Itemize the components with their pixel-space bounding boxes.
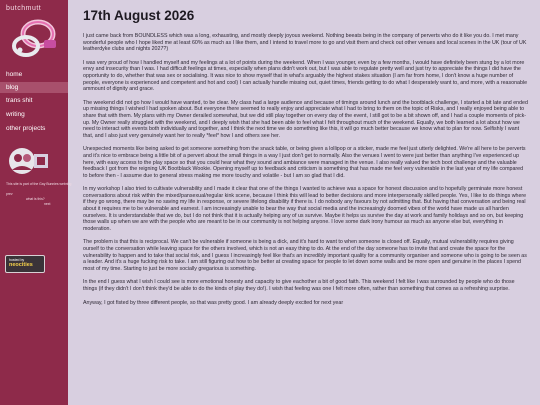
neocities-badge[interactable] (5, 255, 45, 273)
webring-about-link[interactable]: what is this? (26, 197, 45, 201)
post-title: 17th August 2026 (83, 8, 195, 23)
handcuffs-logo-icon (8, 14, 60, 60)
post-paragraph: In my workshop I also tried to cultivate vulnerability and I made it clear that one of the things I wanted to achieve was a space for honest discussion and to hopefully germinate more honest conversations about risk within the mixed/pansexual/regular kink scene, because I think this will lead to better decisions and more interpersonally skilled people. Yes, I like to do things where if they go wrong, there may be no saving my life in response, or severe lifelong disability if there is. I do nobody any favours by not admitting that. But having that conversation and being real about it requires me to be vulnerable and earnest. I am increasingly unable to bear the way that social media and the increasingly doomed vibes of the world have made us all harden ourselves. It is understandable that we do, but I do not think that it is actually helping any of us survive. Maybe it helps us survive the day at work and family holidays and so on, but keeping those walls up when we are with the people who are meant to be in our community is not helping anyone. I love some dark irony humour as much as anyone else but, everything in moderation. (83, 186, 527, 232)
post-paragraph: I was very proud of how I handled myself and my feelings at a lot of points during the weekend. When I was younger, even by a few months, I would have definitely been stung by a lot more envy and insecurity than I was. I had difficult feelings at times, especially when plans didn't work out, but I was able to regulate pretty well and just try to appreciate the things I did have the opportunity to do, whether that was sex or socialising. It was nice to show myself that in what's arguably the highest stakes situation (I am far from home, I don't know a huge number of people, everyone is experienced and competent and hot and cool) I can actually handle missing out, quiet times, friends getting to do what I desperately want to, and more, with a reasonable ammount of dignity and grace. (83, 59, 528, 93)
webring-prev-link[interactable]: prev (6, 192, 13, 196)
post-paragraph: I just came back from BOUNDLESS which was a long, exhausting, and mostly deeply joyous weekend. Nothing beeats being in the company of perverts who do it like you do. I met many wonderful people who I hope liked me at least 60% as much as I like them, and I intend to travel more to go and visit them and check out other venues and local scenes in the UK (tour of UK leatherdyke clubs and nights 2027?) (83, 33, 527, 53)
nav-item-writing[interactable]: writing (6, 111, 25, 118)
post-paragraph: The weekend did not go how I would have wanted, to be clear. My class had a large audience and because of timings around lunch and the bootblack challenge, I started a bit late and ended up missing things I wished I had spoken about. But everyone there seemed to really enjoy and appreciate what I had to bring to them on the topic of Risks, and I really enjoyed being able to share that with them. My plans with my Owner derailed somewhat, but we did still play together on every day of the event, I still got to be a bit shown off, and I had a couple moments of pick-up. My Owner really struggled with the weekend, and I deeply wish that she had been able to feel what I felt throughout much of the weekend. Equally, we both learned a lot about how we need to interact with events both individually and together, and I think the next time we do something like this, it will go much better because we know what to plan for now. Selfishly I want that, and I also just very genuinely want her to really *feel* how I and others see her. (83, 99, 528, 139)
badge-brand-text: neocities (9, 262, 33, 268)
nav-item-trans-shit[interactable]: trans shit (6, 97, 33, 104)
nav-item-blog[interactable]: blog (0, 82, 68, 93)
post-paragraph: Unexpected moments like being asked to get someone something from the snack table, or being given a lollipop or a sticker, made me feel just utterly delighted. We're all here to be perverts and it's nice to embrace being a little bit of a pervert about the small things in a way I just don't get to normally. Also the venues I went to were just better than anything I've experienced up here, with easy access to the play space so that you could hear what they sound and ambiance were managed in the venue. I also really valued the tech boot challenge and the valuable feedback I got from the reigning UK Bootblack Wookie. Opening myself up to feedback and criticism is something that has made me feel very vulnerable in the last year of my life compared to before then - I assume due to general stress making me more touchy and volatile - but I am so glad that I did. (83, 146, 526, 179)
blog-post (77, 8, 532, 313)
badge-top-text: hosted by (9, 258, 25, 262)
nav-item-home[interactable]: home (6, 71, 23, 78)
webring-note: This site is part of the Gay Bunnies webring (6, 182, 72, 186)
post-paragraph: Anyway, I got fisted by three different people, so that was pretty good. I am already deeply excited for next year (83, 299, 344, 306)
friends-button-image[interactable] (6, 144, 50, 178)
sidebar (0, 0, 72, 405)
site-name[interactable]: butchmutt (6, 5, 42, 12)
nav-item-other-projects[interactable]: other projects (6, 125, 46, 132)
post-paragraph: The problem is that this is reciprocal. We can't be vulnerable if someone is being a dick, and it's hard to want to when someone is closed off. Equally, mutual vulnerability requires giving ourself to the conversation while leaving space for the others involved, which is not an easy thing to do. At the end of the day someone has to invite that and create the space for the vulnerability to happen and to take that social risk, and I guess I increasingly feel like that's an incredibly important quality for a community organiser and someone who is going to be seen as a leader. And it's a huge fucking risk to take. I am still figuring out how to be better at creating space for people to let down some walls and be more open and genuine in the places I spend most of my time. Starting to just be more socially gregarious is something. (83, 239, 527, 272)
webring-next-link[interactable]: next (44, 202, 51, 206)
post-paragraph: In the end I guess what I wish I could see is more emotional honesty and capacity to give eachother a bit of good faith. This weekend I felt like I was surrounded by people who do those things (if they didn't I don't think they'd be able to do the kinds of play they do!). I wish that feeling was one I felt more often, rather than something that comes as a refreshing surprise. (83, 279, 515, 292)
